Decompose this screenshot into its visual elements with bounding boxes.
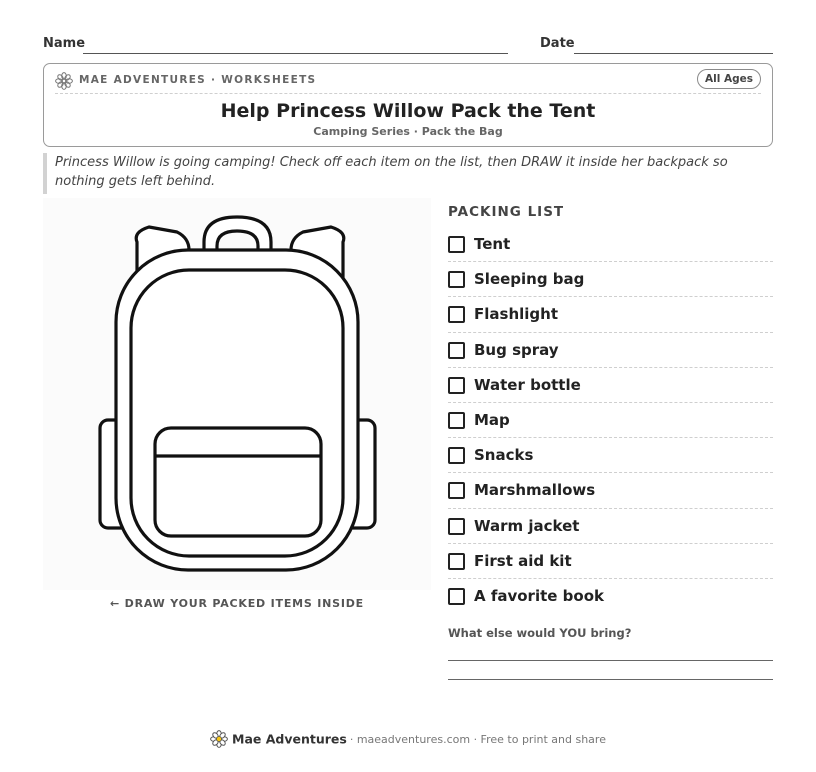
backpack-icon	[43, 198, 431, 590]
list-item[interactable]	[448, 509, 773, 544]
packing-list	[448, 227, 773, 614]
list-item[interactable]	[448, 438, 773, 473]
page-subtitle: Camping Series · Pack the Bag	[313, 125, 503, 138]
name-line[interactable]	[83, 53, 508, 54]
extra-item-prompt: What else would YOU bring?	[448, 626, 632, 640]
worksheet-header	[43, 63, 773, 147]
name-label: Name	[43, 36, 86, 51]
item-label: Warm jacket	[474, 516, 580, 535]
page-title: Help Princess Willow Pack the Tent	[220, 100, 596, 122]
item-label: Map	[474, 410, 510, 429]
item-label: Bug spray	[474, 340, 559, 359]
checkbox-icon[interactable]	[448, 412, 465, 429]
item-label: Snacks	[474, 446, 534, 465]
item-label: Tent	[474, 235, 511, 253]
list-item[interactable]	[448, 473, 773, 508]
item-label: Flashlight	[474, 305, 558, 324]
item-label: Marshmallows	[474, 481, 596, 500]
instructions: Princess Willow is going camping! Check off each item on the list, then DRAW it inside her backpack so nothing gets left behind.	[43, 153, 773, 194]
checkbox-icon[interactable]	[448, 377, 465, 394]
checkbox-icon[interactable]	[448, 271, 465, 288]
item-label: Water bottle	[474, 375, 581, 394]
checkbox-icon[interactable]	[448, 518, 465, 535]
brand-row	[55, 72, 761, 94]
footer-text: · maeadventures.com · Free to print and share	[349, 732, 606, 746]
flower-icon	[55, 72, 73, 90]
date-line[interactable]	[574, 53, 773, 54]
checkbox-icon[interactable]	[448, 447, 465, 464]
age-badge: All Ages	[697, 69, 761, 89]
list-item[interactable]	[448, 544, 773, 579]
list-item[interactable]	[448, 297, 773, 332]
item-label: A favorite book	[474, 586, 604, 605]
list-item[interactable]	[448, 368, 773, 403]
write-line-1[interactable]	[448, 660, 773, 661]
list-item[interactable]	[448, 333, 773, 368]
list-item[interactable]	[448, 227, 773, 262]
list-item[interactable]	[448, 403, 773, 438]
checkbox-icon[interactable]	[448, 306, 465, 323]
list-item[interactable]	[448, 579, 773, 614]
footer-brand: Mae Adventures	[232, 731, 347, 747]
checkbox-icon[interactable]	[448, 553, 465, 570]
sun-flower-icon	[210, 730, 228, 748]
checkbox-icon[interactable]	[448, 236, 465, 253]
list-item[interactable]	[448, 262, 773, 297]
drawing-area[interactable]	[43, 198, 431, 590]
name-date-row	[43, 36, 773, 56]
checkbox-icon[interactable]	[448, 482, 465, 499]
brand-text: MAE ADVENTURES · WORKSHEETS	[79, 74, 317, 86]
date-label: Date	[540, 36, 575, 51]
item-label: Sleeping bag	[474, 270, 585, 289]
item-label: First aid kit	[474, 551, 572, 570]
drawing-caption: ← DRAW YOUR PACKED ITEMS INSIDE	[110, 597, 364, 610]
checkbox-icon[interactable]	[448, 342, 465, 359]
footer	[0, 730, 816, 748]
checkbox-icon[interactable]	[448, 588, 465, 605]
packing-list-title: PACKING LIST	[448, 204, 565, 220]
write-line-2[interactable]	[448, 679, 773, 680]
